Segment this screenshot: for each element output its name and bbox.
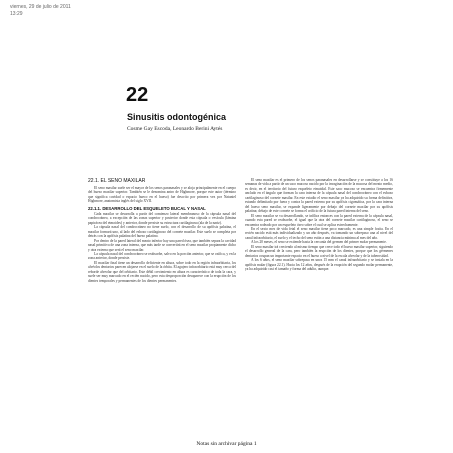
body-paragraph: El seno maxilar es el primero de los senos paranasales en desarrollarse y se constituye a los 16 semanas de vida a partir de un saco mucoso nacido por la invaginación de la mucosa del meato medio, es decir, en el territorio del futuro esqueleto etmoidal. Este saco mucoso se encuentra firmemente anclado en el ángulo que forman la cara interna de la cápsula nasal del condrocráneo con el esbozo cartilaginoso del cornete maxilar. En este estadio el seno maxilar ya ha adquirido su forma definitiva, estando delimitado por fuera y contra la pared externa por su apófisis cigomática, por la cara interna del hueso seno maxilar, se expande ligeramente por debajo del cornete maxilar por su apófisis palatina; debajo de este cornete se forma el orificio de la futura pared interna del seno. bbox=[245, 178, 393, 214]
header-date: viernes, 29 de julio de 2011 bbox=[10, 4, 71, 10]
footer-notes-link[interactable]: Notas sin archivar página 1 bbox=[196, 441, 257, 447]
right-text-column bbox=[245, 178, 393, 373]
body-paragraph: En el sexto mes de vida fetal el seno maxilar tiene poco marcado, es una simple fosita. En el recién nacido está más individualizado y un año después, va tomando un sobrepaso una al nivel del canal infraorbitario, el suelo y el techo del seno están a una distancia mínima al mes del año. bbox=[245, 226, 393, 240]
chapter-title: Sinusitis odontogénica bbox=[127, 112, 227, 122]
chapter-number: 22 bbox=[126, 84, 149, 106]
body-paragraph: La cápsula nasal del condrocráneo no tiene suelo, con el desarrollo de su apófisis palatina, el maxilar formará uno, al lado del esbozo cartilaginoso del cornete maxilar. Este suelo se completa por detrás con la apófisis palatina del hueso palatino. bbox=[88, 225, 236, 239]
body-paragraph: El maxilar final tiene un desarrollo deficiente en altura, sobre todo en la región infraorbitaria, los alvéolos dentarios parecen alojarse en el suelo de la órbita. El agujero infraorbitario está muy cerca del reborde alveolar que del orbitario. Este débil crecimiento en altura es característico de toda la cara, y suele ser muy marcado en el recién nacido, pero esta desproporción desaparece con la erupción de los dientes temporales y permanentes de los dientes permanentes. bbox=[88, 260, 236, 283]
body-paragraph: A los 6 años, el seno maxilar sobrepasa en unos 15 mm el canal infraorbitario y se instala en la apófisis malar (figura 22.1). Hacia los 12 años, después de la erupción del segundo molar permanente, ya ha adquirido casi el tamaño y forma del adulto, aunque. bbox=[245, 258, 393, 272]
left-text-column bbox=[88, 178, 236, 378]
body-paragraph: La cápsula nasal del condrocráneo se reabsorbe, salvo en la porción anterior, que se osifica, y en la zona anterior, donde persiste. bbox=[88, 251, 236, 261]
header-time: 13:29 bbox=[10, 11, 23, 17]
body-paragraph: El seno maxilar se va desarrollando, se infiltra entonces con la pared externa de la cápsula nasal, cuando esta pared se reabsorbe, el igual que la otra del cornete maxilar cartilaginoso, el seno se encuentra rodeado por un esqueleto óseo sobre el cual se aplica estrechamente. bbox=[245, 213, 393, 227]
body-paragraph: A los 20 meses, el seno se extiende hasta la cercanía del germen del primer molar permanente. bbox=[251, 240, 387, 245]
chapter-authors: Cosme Gay Escoda, Leonardo Berini Aytés bbox=[127, 126, 223, 132]
intro-paragraph: El seno maxilar suele ser el mayor de los senos paranasales y se aloja principalmente en el cuerpo del hueso maxilar superior. También se le denomina antro de Highmore, porque este autor (término que significa cavidad o espacio hueco en el hueso) fue descrito por primera vez por Nataniel Highmore, anatomista inglés del siglo XVII. bbox=[88, 185, 236, 203]
body-paragraph: Cada maxilar se desarrolla a partir del comienzo lateral membranoso de la cápsula nasal del condrocráneo, a excepción de las zonas superior y posterior donde esta cápsula o vesícula (lámina papirácea del etmoides) y anterior, donde persiste su estructura cartilaginosa (ala de la nariz). bbox=[88, 211, 236, 225]
body-paragraph: Por dentro de la pared lateral del meato inferior hay una pared ósea, que también separa la cavidad nasal primitiva de una zona interna, que más tarde se convertirá en el seno maxilar propiamente dicho y otra externa que será el seno maxilar. bbox=[88, 238, 236, 252]
body-paragraph: El seno maxilar irá creciendo al mismo tiempo que crece todo el hueso maxilar superior, siguiendo el desarrollo general de la cara, pero también la erupción de los dientes, porque que los gérmenes dentarios ocupan un importante espacio en el hueso a nivel de la escala alveolar y de la tuberosidad. bbox=[245, 244, 393, 258]
section-heading: 22.1. EL SENO MAXILAR bbox=[88, 178, 146, 184]
subsection-heading: 22.1.1. DESARROLLO DEL ESQUELETO BUCAL Y NASAL bbox=[88, 206, 206, 212]
page-header-meta bbox=[10, 4, 71, 18]
